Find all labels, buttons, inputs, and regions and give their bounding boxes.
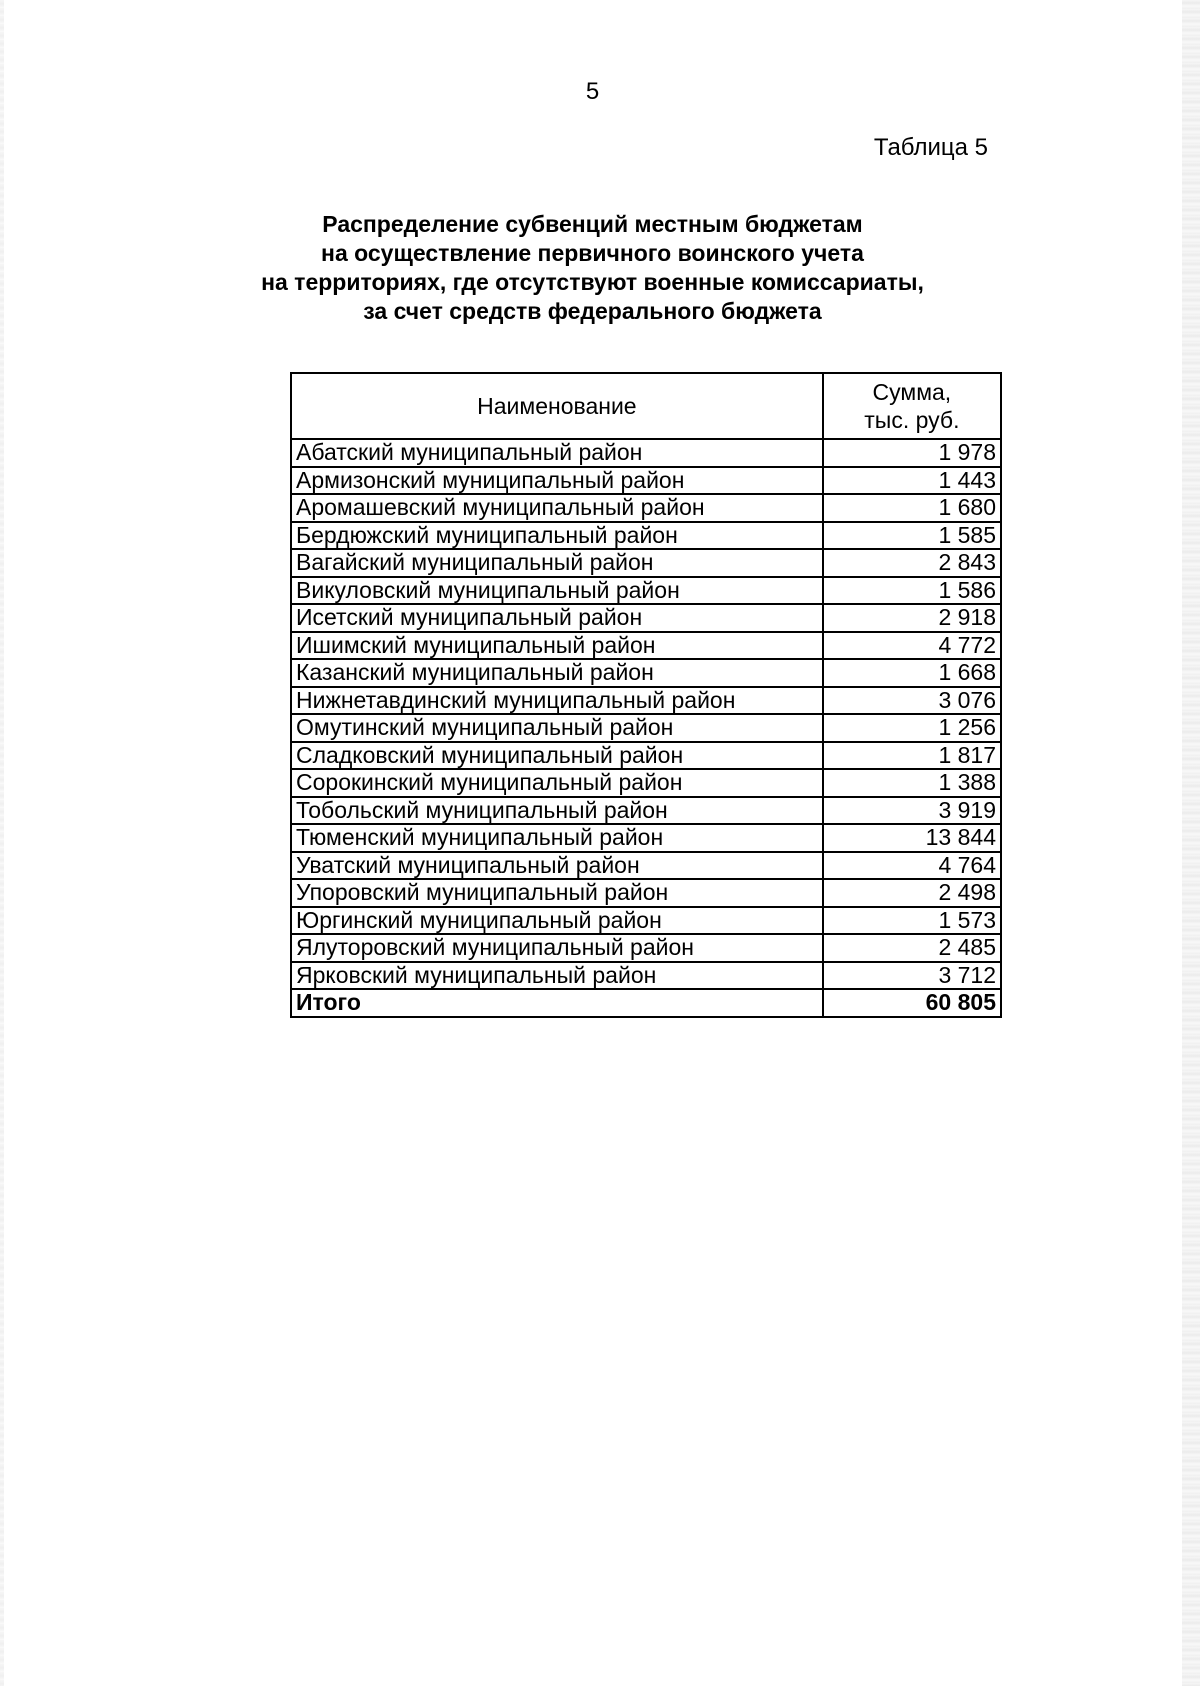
table-row — [291, 604, 1001, 632]
row-sum: 4 772 — [823, 632, 1001, 660]
row-name: Ярковский муниципальный район — [291, 962, 823, 990]
row-sum: 3 712 — [823, 962, 1001, 990]
total-label: Итого — [291, 989, 823, 1017]
header-sum-line2: тыс. руб. — [864, 407, 960, 433]
header-sum-line1: Сумма, — [872, 379, 952, 405]
row-sum: 1 256 — [823, 714, 1001, 742]
row-name: Армизонский муниципальный район — [291, 467, 823, 495]
row-sum: 1 585 — [823, 522, 1001, 550]
row-sum: 3 919 — [823, 797, 1001, 825]
table-row — [291, 522, 1001, 550]
subvention-table — [290, 372, 1002, 1018]
table-row — [291, 824, 1001, 852]
table-row — [291, 494, 1001, 522]
row-name: Сладковский муниципальный район — [291, 742, 823, 770]
row-sum: 2 485 — [823, 934, 1001, 962]
row-sum: 2 918 — [823, 604, 1001, 632]
title-line: на осуществление первичного воинского учета — [321, 240, 864, 266]
row-name: Ишимский муниципальный район — [291, 632, 823, 660]
table-row — [291, 687, 1001, 715]
table-row — [291, 714, 1001, 742]
row-sum: 1 680 — [823, 494, 1001, 522]
table-row — [291, 467, 1001, 495]
table-body — [291, 439, 1001, 989]
row-sum: 1 573 — [823, 907, 1001, 935]
row-sum: 3 076 — [823, 687, 1001, 715]
total-sum: 60 805 — [823, 989, 1001, 1017]
title-line: на территориях, где отсутствуют военные комиссариаты, — [261, 269, 924, 295]
row-name: Аромашевский муниципальный район — [291, 494, 823, 522]
header-name: Наименование — [291, 373, 823, 439]
row-name: Исетский муниципальный район — [291, 604, 823, 632]
table-header-row — [291, 373, 1001, 439]
table-row — [291, 962, 1001, 990]
row-name: Викуловский муниципальный район — [291, 577, 823, 605]
row-name: Сорокинский муниципальный район — [291, 769, 823, 797]
row-sum: 1 668 — [823, 659, 1001, 687]
row-sum: 1 817 — [823, 742, 1001, 770]
row-name: Тюменский муниципальный район — [291, 824, 823, 852]
row-name: Нижнетавдинский муниципальный район — [291, 687, 823, 715]
row-name: Ялуторовский муниципальный район — [291, 934, 823, 962]
row-name: Тобольский муниципальный район — [291, 797, 823, 825]
row-sum: 1 443 — [823, 467, 1001, 495]
row-sum: 2 498 — [823, 879, 1001, 907]
title-line: за счет средств федерального бюджета — [363, 298, 822, 324]
table-row — [291, 549, 1001, 577]
table-row — [291, 659, 1001, 687]
table-caption: Таблица 5 — [873, 134, 988, 161]
table-row — [291, 769, 1001, 797]
row-sum: 1 978 — [823, 439, 1001, 467]
document-title — [0, 210, 1185, 326]
table-row — [291, 797, 1001, 825]
row-name: Бердюжский муниципальный район — [291, 522, 823, 550]
table-row — [291, 852, 1001, 880]
row-sum: 13 844 — [823, 824, 1001, 852]
table-row — [291, 934, 1001, 962]
page-number: 5 — [585, 78, 600, 105]
row-name: Юргинский муниципальный район — [291, 907, 823, 935]
row-name: Абатский муниципальный район — [291, 439, 823, 467]
row-sum: 1 388 — [823, 769, 1001, 797]
table-row — [291, 577, 1001, 605]
row-name: Упоровский муниципальный район — [291, 879, 823, 907]
row-sum: 1 586 — [823, 577, 1001, 605]
row-name: Вагайский муниципальный район — [291, 549, 823, 577]
header-sum — [823, 373, 1001, 439]
table-row — [291, 439, 1001, 467]
row-name: Омутинский муниципальный район — [291, 714, 823, 742]
table-row — [291, 879, 1001, 907]
table-row — [291, 907, 1001, 935]
total-row — [291, 989, 1001, 1017]
table-row — [291, 632, 1001, 660]
row-sum: 4 764 — [823, 852, 1001, 880]
row-sum: 2 843 — [823, 549, 1001, 577]
row-name: Казанский муниципальный район — [291, 659, 823, 687]
title-line: Распределение субвенций местным бюджетам — [322, 211, 863, 237]
row-name: Уватский муниципальный район — [291, 852, 823, 880]
table-row — [291, 742, 1001, 770]
